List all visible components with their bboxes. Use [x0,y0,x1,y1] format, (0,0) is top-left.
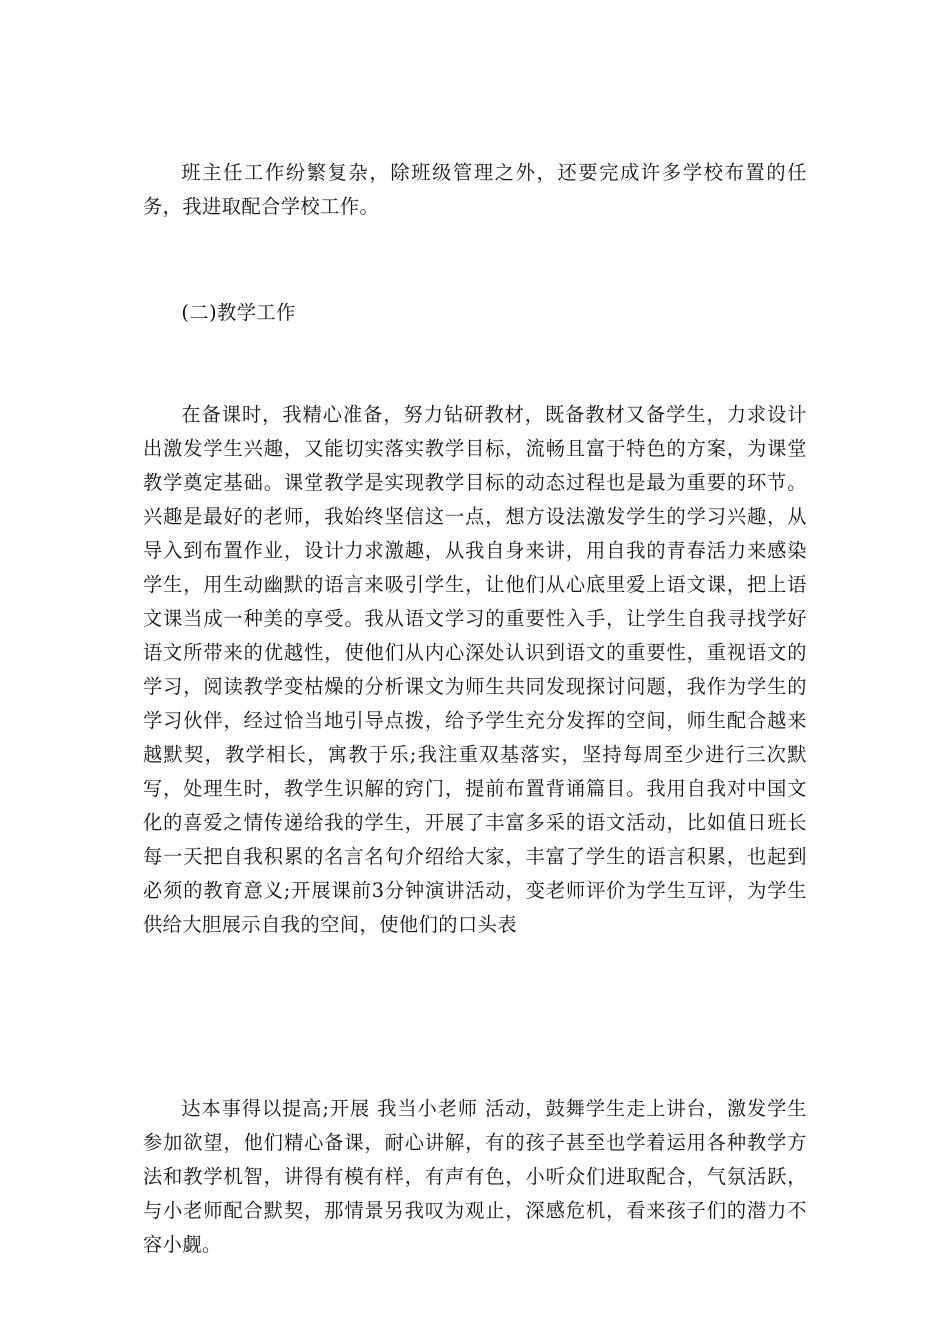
paragraph-class-management: 班主任工作纷繁复杂，除班级管理之外，还要完成许多学校布置的任务，我进取配合学校工作。 [143,161,807,218]
paragraph-lesson-preparation: 在备课时，我精心准备，努力钻研教材，既备教材又备学生，力求设计出激发学生兴趣，又能切实落实教学目标，流畅且富于特色的方案，为课堂教学奠定基础。课堂教学是实现教学目标的动态过程也是最为重要的环节。兴趣是最好的老师，我始终坚信这一点，想方设法激发学生的学习兴趣，从导入到布置作业，设计力求激趣，从我自身来讲，用自我的青春活力来感染学生，用生动幽默的语言来吸引学生，让他们从心底里爱上语文课，把上语文课当成一种美的享受。我从语文学习的重要性入手，让学生自我寻找学好语文所带来的优越性，使他们从内心深处认识到语文的重要性，重视语文的学习，阅读教学变枯燥的分析课文为师生共同发现探讨问题，我作为学生的学习伙伴，经过恰当地引导点拨，给予学生充分发挥的空间，师生配合越来越默契，教学相长，寓教于乐;我注重双基落实，坚持每周至少进行三次默写，处理生时，教学生识解的窍门，提前布置背诵篇目。我用自我对中国文化的喜爱之情传递给我的学生，开展了丰富多采的语文活动，比如值日班长每一天把自我积累的名言名句介绍给大家，丰富了学生的语言积累，也起到必须的教育意义;开展课前3分钟演讲活动，变老师评价为学生互评，为学生供给大胆展示自我的空间，使他们的口头表 [143,403,807,936]
paragraph-little-teacher-activity: 达本事得以提高;开展 我当小老师 活动，鼓舞学生走上讲台，激发学生参加欲望，他们精心备课，耐心讲解，有的孩子甚至也学着运用各种教学方法和教学机智，讲得有模有样，有声有色，小听众们进取配合，气氛活跃，与小老师配合默契，那情景另我叹为观止，深感危机，看来孩子们的潜力不容小觑。 [143,1097,807,1256]
section-heading-teaching-work: (二)教学工作 [181,301,296,324]
